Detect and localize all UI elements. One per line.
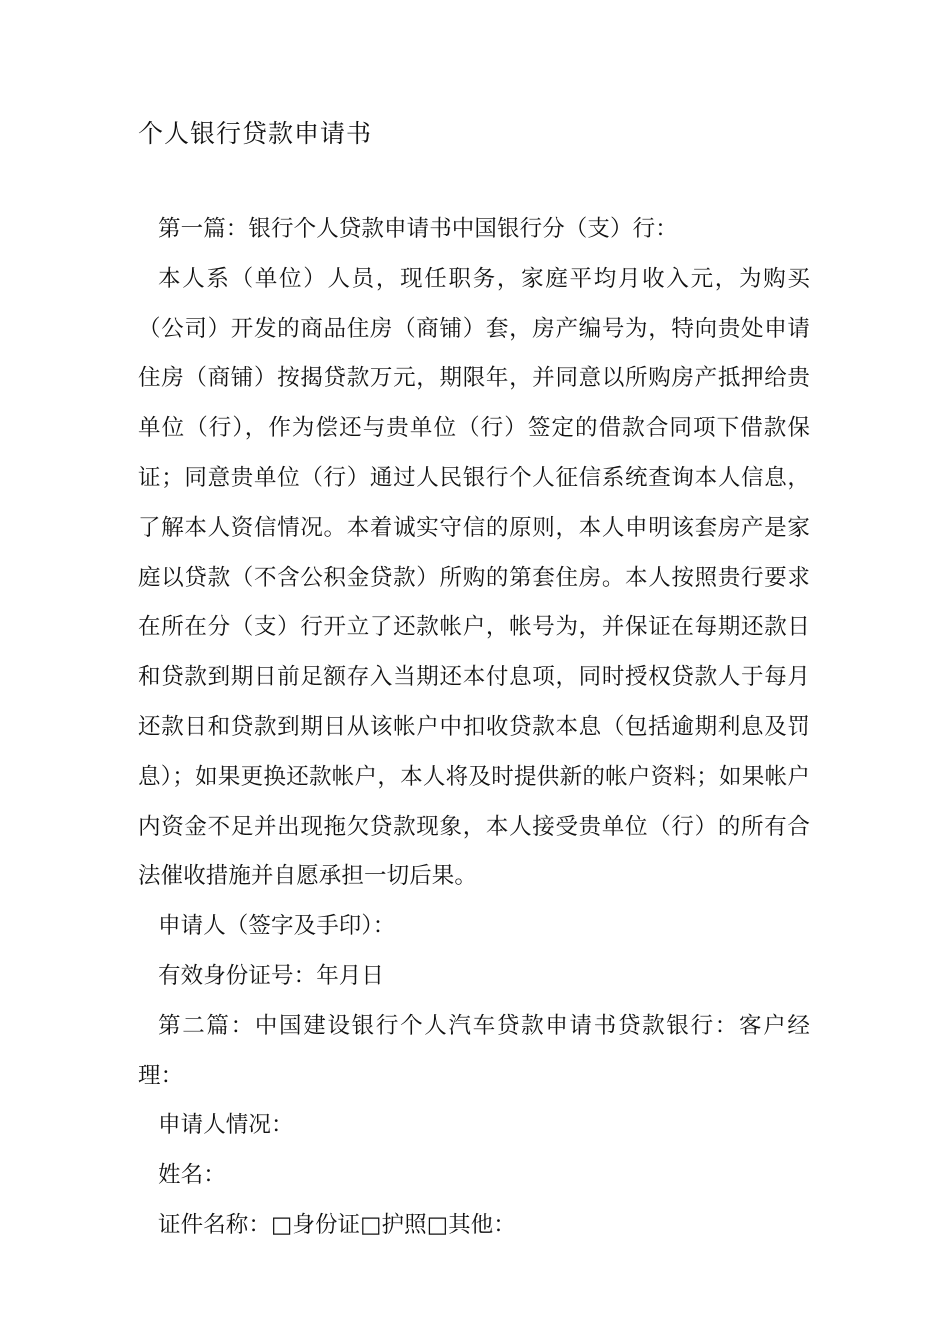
paragraph-id-number-date: 有效身份证号：年月日 [158, 962, 385, 989]
paragraph-applicant-info: 申请人情况： [158, 1112, 294, 1139]
paragraph-section-two-heading: 第二篇：中国建设银行个人汽车贷款申请书贷款银行：客户经理： [138, 1012, 810, 1089]
document-body [138, 205, 810, 1251]
paragraph-name-field: 姓名： [158, 1162, 226, 1189]
document-title: 个人银行贷款申请书 [138, 119, 373, 148]
paragraph-id-type-field: 证件名称：□身份证□护照□其他： [158, 1211, 516, 1238]
paragraph-applicant-signature: 申请人（签字及手印）： [158, 913, 396, 940]
paragraph-section-one-heading: 第一篇：银行个人贷款申请书中国银行分（支）行： [158, 216, 678, 242]
paragraph-application-statement: 本人系（单位）人员，现任职务，家庭平均月收入元，为购买（公司）开发的商品住房（商铺）套，房产编号为，特向贵处申请住房（商铺）按揭贷款万元，期限年，并同意以所购房产抵押给贵单位（行），作为偿还与贵单位（行）签定的借款合同项下借款保证；同意贵单位（行）通过人民银行个人征信系统查询本人信息，了解本人资信情况。本着诚实守信的原则，本人申明该套房产是家庭以贷款（不含公积金贷款）所购的第套住房。本人按照贵行要求在所在分（支）行开立了还款帐户，帐号为，并保证在每期还款日和贷款到期日前足额存入当期还本付息项，同时授权贷款人于每月还款日和贷款到期日从该帐户中扣收贷款本息（包括逾期利息及罚息）；如果更换还款帐户，本人将及时提供新的帐户资料；如果帐户内资金不足并出现拖欠贷款现象，本人接受贵单位（行）的所有合法催收措施并自愿承担一切后果。 [138, 265, 810, 890]
